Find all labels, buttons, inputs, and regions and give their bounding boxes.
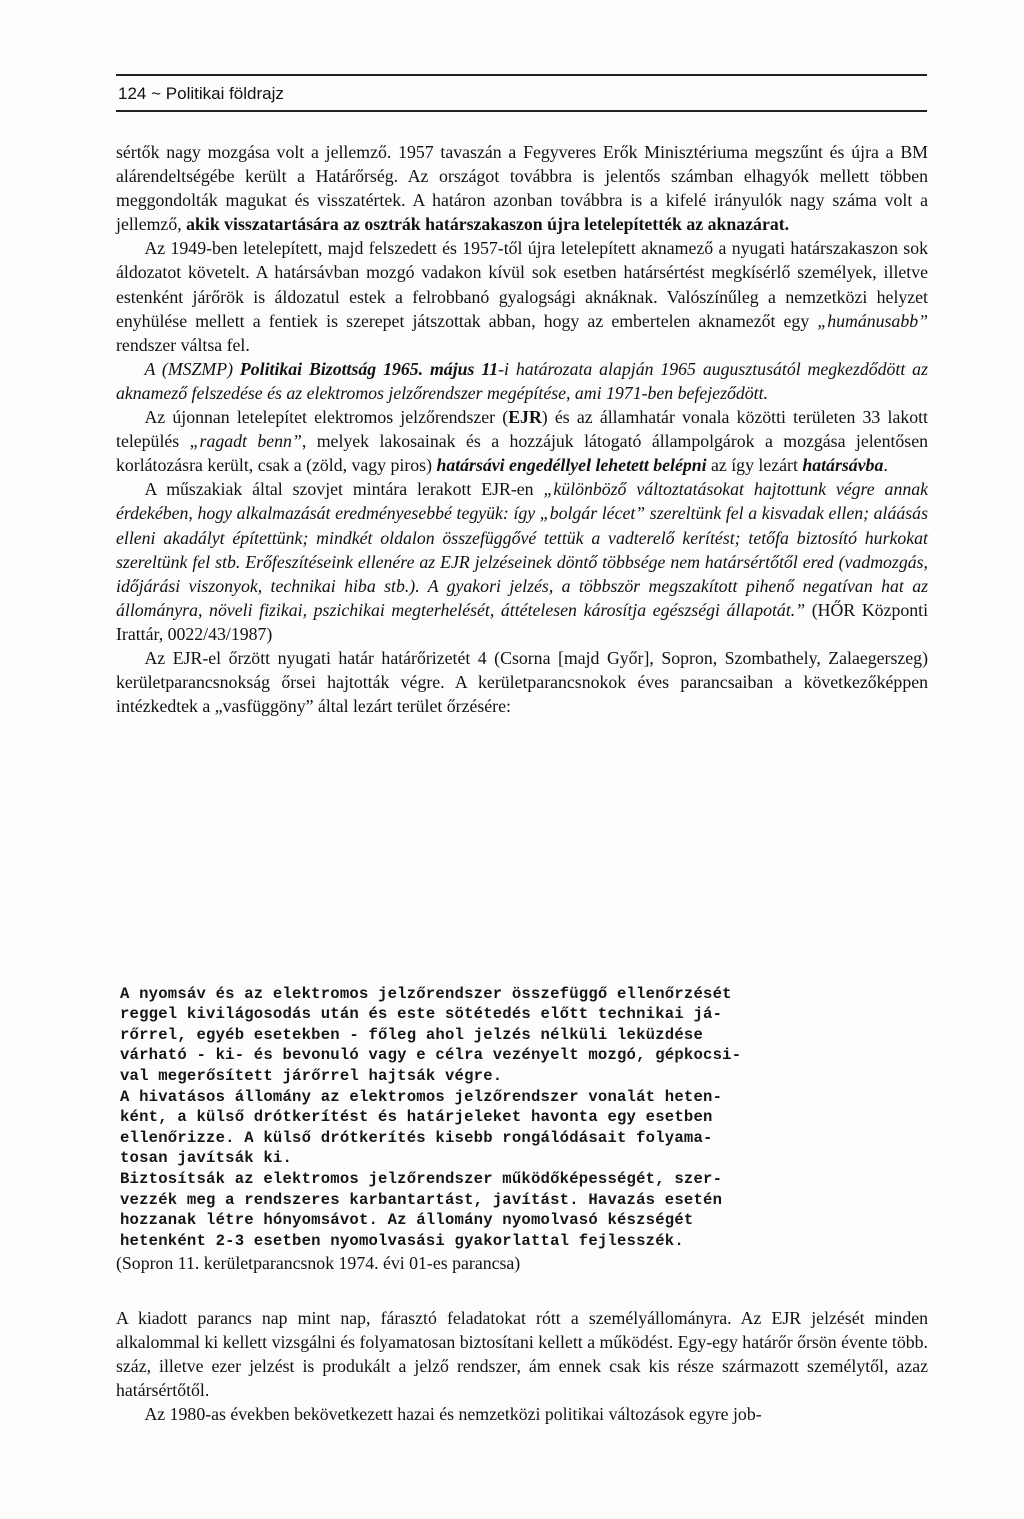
- paragraph-text: rendszer váltsa fel.: [116, 334, 250, 355]
- typed-line: hozzanak létre hónyomsávot. Az állomány nyomolvasó készségét: [120, 1211, 694, 1230]
- typed-line: várható - ki- és bevonuló vagy e célra vezényelt mozgó, gépkocsi-: [120, 1046, 742, 1065]
- paragraph-1: [116, 140, 928, 236]
- paragraph-text: , melyek lakosainak és a hozzájuk látogató állampolgárok a mozgása jelentősen korlátozásra került, csak a (zöld, vagy piros): [116, 431, 929, 476]
- typed-line: tosan javítsák ki.: [120, 1149, 293, 1168]
- bold-italic-phrase: határsávba: [802, 455, 884, 476]
- italic-phrase: „humánusabb”: [817, 310, 928, 331]
- typed-line: ként, a külső drótkerítést és határjeleket havonta egy esetben: [120, 1108, 713, 1127]
- paragraph-text: az így lezárt: [706, 455, 803, 476]
- paragraph-8: Az 1980-as években bekövetkezett hazai és nemzetközi politikai változások egyre job-: [144, 1404, 762, 1425]
- paragraph-text: .: [883, 455, 888, 476]
- paragraph-6: Az EJR-el őrzött nyugati határ határőrizetét 4 (Csorna [majd Győr], Sopron, Szombathely, Zalaegerszeg) kerületparancsnokság őrsei hajtották végre. A kerületparancsnokok éves parancsaiban a következőképpen intézkedtek a „vasfüggöny” által lezárt terület őrzésére:: [116, 647, 928, 717]
- typed-line: val megerősített járőrrel hajtsák végre.: [120, 1066, 503, 1085]
- paragraph-3: [116, 357, 928, 405]
- typed-line: A nyomsáv és az elektromos jelzőrendszer összefüggő ellenőrzését: [120, 984, 732, 1003]
- typed-line: vezzék meg a rendszeres karbantartást, javítást. Havazás esetén: [120, 1190, 723, 1209]
- paragraph-text: -i határozata alapján 1965 augusztusától megkezdődött az aknamező felszedése és az elektromos jelzőrendszer megépítése, ami 1971-ben befejeződött.: [116, 358, 928, 403]
- italic-phrase: „ragadt benn”: [189, 431, 302, 452]
- paragraph-2: [116, 236, 928, 356]
- header-separator: ~: [151, 84, 162, 103]
- typewritten-order: [120, 963, 912, 1293]
- typed-line: hetenként 2-3 esetben nyomolvasási gyakorlattal fejlesszék.: [120, 1231, 684, 1250]
- paragraph-text: Az újonnan letelepítet elektromos jelzőrendszer (: [144, 407, 509, 428]
- paragraph-5: [116, 477, 928, 646]
- typed-line: Biztosítsák az elektromos jelzőrendszer működőképességét, szer-: [120, 1169, 723, 1188]
- order-caption: (Sopron 11. kerületparancsnok 1974. évi 01-es parancsa): [116, 1253, 521, 1273]
- running-title: Politikai földrajz: [165, 84, 284, 103]
- typed-line: reggel kivilágosodás után és este sötétedés előtt technikai já-: [120, 1005, 723, 1024]
- bold-italic-phrase: Politikai Bizottság 1965. május 11: [239, 358, 499, 379]
- citation: (HŐR Központi Irattár, 0022/43/1987): [116, 599, 929, 644]
- running-header: [116, 74, 927, 112]
- body-text-continued: [116, 1306, 928, 1426]
- paragraph-7: A kiadott parancs nap mint nap, fárasztó feladatokat rótt a személyállományra. Az EJR jelzését minden alkalommal ki kellett vizsgálni és folyamatosan biztosítani kellett a működést. Egy-egy határőr őrsön évente több. száz, illetve ezer jelzést is produkált a jelző rendszer, ám ennek csak kis része származott személytől, azaz határsértőtől.: [116, 1308, 928, 1401]
- paragraph-text: sértők nagy mozgása volt a jellemző. 1957 tavaszán a Fegyveres Erők Minisztériuma megszűnt és újra a BM alárendeltségébe került a Határőrség. Az országot továbbra is jelentős számban elhagyók mellett többen meggondolták magukat és visszatértek. A határon azonban továbbra is a kifelé irányulók nagy száma volt a jellemző,: [116, 142, 928, 235]
- paragraph-4: [116, 405, 928, 477]
- bold-phrase: akik visszatartására az osztrák határszakaszon újra letelepítették az aknazárat.: [186, 214, 790, 235]
- bold-italic-phrase: határsávi engedéllyel lehetett belépni: [436, 455, 707, 476]
- paragraph-text: A műszakiak által szovjet mintára lerakott EJR-en: [144, 479, 544, 500]
- body-text: [116, 140, 928, 718]
- typed-line: rőrrel, egyéb esetekben - főleg ahol jelzés nélküli leküzdése: [120, 1025, 704, 1044]
- italic-quote: „különböző változtatásokat hajtottunk végre annak érdekében, hogy alkalmazását eredményesebbé tegyük: így „bolgár lécet” szereltünk fel a kisvadak ellen; aláásás elleni akadályt építettünk; mindkét oldalon összefüggővé tettük a vadterelő kerítést; tetőfa biztosító hurkokat szereltünk fel stb. Erőfeszítéseink ellenére az EJR jelzéseinek döntő többsége nem határsértőtől ered (vadmozgás, időjárási viszonyok, technikai hiba stb.). A gyakori jelzés, a többször megszakított pihenő negatívan hat az állományra, növeli fizikai, pszichikai megterhelését, áttételesen károsítja egészségi állapotát.”: [116, 479, 929, 620]
- bold-phrase: EJR: [508, 407, 542, 428]
- page-number: 124: [118, 84, 147, 103]
- paragraph-text: Az 1949-ben letelepített, majd felszedett és 1957-től újra letelepített aknamező a nyugati határszakaszon sok áldozatot követelt. A határsávban mozgó vadakon kívül sok esetben határsértést megkísérlő személyek, illetve estenként járőrök is áldozatul estek a felrobbanó gyalogsági aknáknak. Valószínűleg a nemzetközi helyzet enyhülése mellett a fentiek is szerepet játszottak abban, hogy az embertelen aknamezőt egy: [116, 238, 928, 331]
- paragraph-text: A (MSZMP): [144, 358, 240, 379]
- typed-line: ellenőrizze. A külső drótkerítés kisebb rongálódásait folyama-: [120, 1128, 713, 1147]
- typed-line: A hivatásos állomány az elektromos jelzőrendszer vonalát heten-: [120, 1087, 723, 1106]
- paragraph-text: ) és az államhatár vonala közötti területen 33 lakott település: [116, 407, 928, 452]
